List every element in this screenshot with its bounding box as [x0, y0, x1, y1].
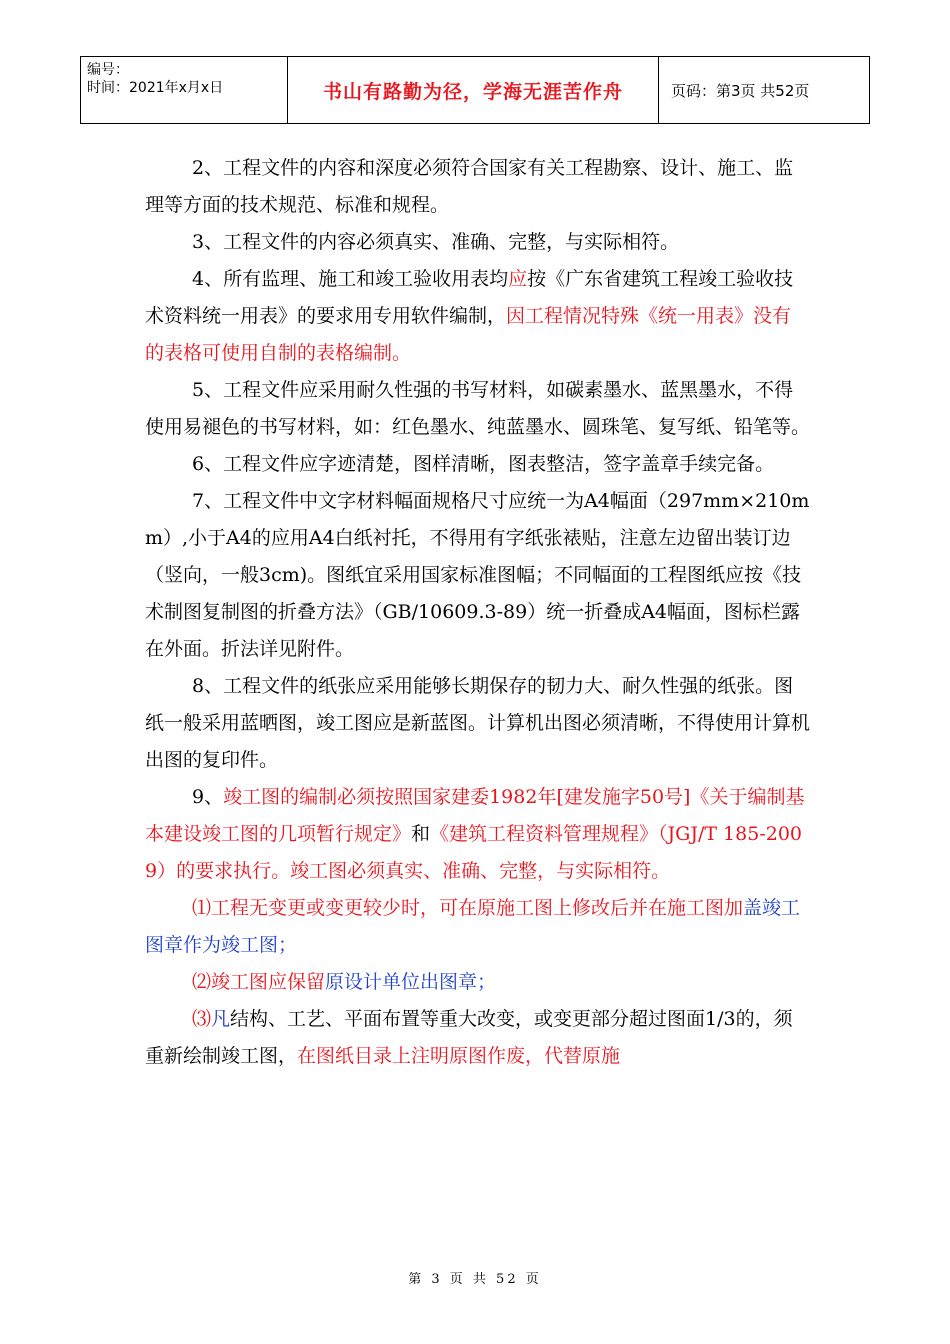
paragraph [145, 964, 810, 1001]
page-footer-number: 第 3 页 共 52 页 [408, 1272, 542, 1287]
paragraph-text-segment: 竣工图的编制必须按照国家建委1982年[建发施字50号]《关于编制基本建设竣工图的几项暂行规定》 [145, 786, 805, 845]
paragraph-text-segment: 5、工程文件应采用耐久性强的书写材料，如碳素墨水、蓝黑墨水，不得使用易褪色的书写材料，如：红色墨水、纯蓝墨水、圆珠笔、复写纸、铅笔等。 [145, 379, 811, 438]
paragraph [145, 372, 810, 446]
paragraph-text-segment: 6、工程文件应字迹清楚，图样清晰，图表整洁，签字盖章手续完备。 [192, 453, 775, 475]
paragraph-text-segment: 7、工程文件中文字材料幅面规格尺寸应统一为A4幅面（297mm×210mm）,小于A4的应用A4白纸衬托，不得用有字纸张裱贴，注意左边留出装订边（竖向，一般3cm)。图纸宜采用国家标准图幅；不同幅面的工程图纸应按《技术制图复制图的折叠方法》（GB/10609.3-89）统一折叠成A4幅面，图标栏露在外面。折法详见附件。 [145, 490, 810, 660]
paragraph [145, 150, 810, 224]
paragraph-text-segment: 9、 [192, 786, 224, 808]
header-motto: 书山有路勤为径，学海无涯苦作舟 [288, 57, 659, 124]
paragraph [145, 483, 810, 668]
paragraph [145, 446, 810, 483]
paragraph-text-segment: 盖竣工图章作为竣工图； [145, 897, 801, 956]
paragraph-text-segment: 原设计单位出图章； [325, 971, 497, 993]
paragraph [145, 261, 810, 372]
paragraph-text-segment: 4、所有监理、施工和竣工验收用表均 [192, 268, 509, 290]
document-body [145, 150, 810, 1075]
paragraph [145, 779, 810, 890]
paragraph-text-segment: 3、工程文件的内容必须真实、准确、完整，与实际相符。 [192, 231, 680, 253]
header-left-cell [81, 57, 288, 124]
paragraph-text-segment: ⑶ [192, 1008, 212, 1030]
paragraph [145, 668, 810, 779]
header-page-code: 页码：第3页 共52页 [659, 57, 870, 124]
paragraph-text-segment: ⑵竣工图应保留 [192, 971, 326, 993]
paragraph-text-segment: 应 [508, 268, 528, 290]
paragraph-text-segment: 和 [411, 823, 431, 845]
paragraph-text-segment: 按《广东省建筑工程竣工验收技术资料统一用表》的要求用专用软件编制， [145, 268, 794, 327]
document-number-label: 编号： [87, 62, 129, 78]
paragraph-text-segment: 在图纸目录上注明原图作废，代替原施 [297, 1045, 621, 1067]
paragraph-text-segment: 2、工程文件的内容和深度必须符合国家有关工程勘察、设计、施工、监理等方面的技术规范、标准和规程。 [145, 157, 794, 216]
document-time-label: 时间：2021年x月x日 [87, 80, 224, 96]
paragraph-text-segment: 《建筑工程资料管理规程》（JGJ/T 185-2009）的要求执行。竣工图必须真实、准确、完整，与实际相符。 [145, 823, 803, 882]
paragraph [145, 224, 810, 261]
paragraph [145, 1001, 810, 1075]
paragraph-text-segment: 凡 [211, 1008, 231, 1030]
paragraph-text-segment: 因工程情况特殊《统一用表》没有的表格可使用自制的表格编制。 [145, 305, 792, 364]
paragraph-text-segment: 8、工程文件的纸张应采用能够长期保存的韧力大、耐久性强的纸张。图纸一般采用蓝晒图，竣工图应是新蓝图。计算机出图必须清晰，不得使用计算机出图的复印件。 [145, 675, 811, 771]
paragraph-text-segment: 结构、工艺、平面布置等重大改变，或变更部分超过图面1/3的，须重新绘制竣工图， [145, 1008, 793, 1067]
header-table [80, 56, 870, 124]
paragraph [145, 890, 810, 964]
paragraph-text-segment: ⑴工程无变更或变更较少时，可在原施工图上修改后并在施工图加 [192, 897, 744, 919]
